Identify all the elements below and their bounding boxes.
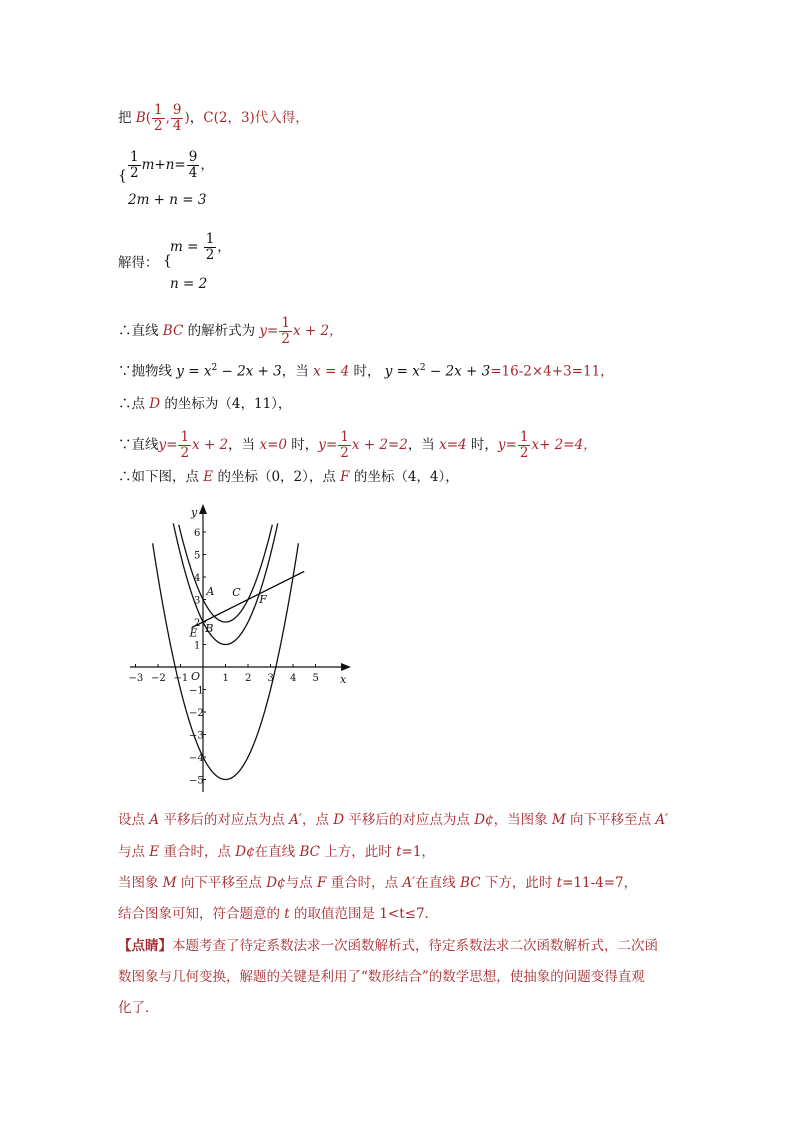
y-tick-label: 5 (194, 550, 201, 562)
comment-tag: 【点睛】 (118, 938, 172, 954)
point-b-label: B (135, 110, 146, 126)
x-tick-label: 4 (290, 673, 297, 684)
paragraph-3: 当图象 M 向下平移至点 D¢与点 F 重合时，点 A′在直线 BC 下方，此时 t=11-4=7， (118, 875, 638, 891)
coords-line: ∴如下图，点 E 的坐标（0，2），点 F 的坐标（4，4）， (118, 469, 459, 485)
x-tick-label: −1 (173, 673, 189, 684)
solve-label: 解得： (118, 255, 159, 271)
tick-labels (129, 528, 319, 787)
y-tick-label: 1 (194, 640, 201, 652)
curves (153, 523, 305, 779)
x-tick-label: 1 (222, 673, 229, 684)
parabola-curve (153, 543, 299, 779)
x-axis-arrow-icon (341, 663, 351, 671)
paragraph-2: 与点 E 重合时，点 D¢在直线 BC 上方，此时 t=1， (118, 844, 435, 860)
y-tick-label: 6 (194, 528, 201, 539)
solve-m-row: m = $\frac{1}{2}$ ， (170, 231, 231, 263)
point-b-label: B (205, 622, 214, 636)
point-a-label: A (206, 585, 215, 598)
y-tick-label: −2 (189, 708, 204, 719)
x-tick-label: 5 (312, 673, 319, 684)
point-e-label: E (189, 626, 198, 640)
comment-line-2: 数图象与几何变换，解题的关键是利用了“数形结合”的数学思想，使抽象的问题变得直观 (118, 969, 645, 985)
x-tick-label: 3 (267, 673, 274, 684)
solve-n-row: n = 2 (170, 276, 208, 292)
x-axis-label: x (340, 673, 347, 686)
line-bc (192, 571, 305, 627)
separator: ， (189, 110, 204, 126)
y-axis-label: y (191, 506, 198, 519)
axes (130, 504, 351, 792)
point-d-line: ∴点 D 的坐标为（4，11）， (118, 396, 292, 412)
parabola-curve (179, 525, 273, 622)
point-f-label: F (259, 592, 267, 606)
brace-icon: { (163, 253, 172, 269)
system1-row1: $\frac{1}{2}$ m+n= $\frac{9}{4}$ ， (130, 149, 214, 181)
function-graph (125, 500, 355, 800)
y-tick-label: −3 (189, 730, 204, 742)
line-values: ∵直线y= $\frac{1}{2}$ x + 2，当 x=0 时，y= $\frac{1}{2}$ x + 2=2，当 x=4 时，y= $\frac{1}{2}$ x+ 2=4， (118, 429, 597, 461)
y-tick-label: 4 (194, 573, 201, 584)
y-tick-label: 2 (194, 618, 201, 629)
y-tick-label: 3 (194, 595, 201, 607)
parabola-line: ∵抛物线 $y = x^2 - 2x + 3$，当 x = 4 时， $y = x^2 - 2x + 3=16-2\times 4+3=11$， (118, 363, 614, 380)
line-bc-expression: ∴直线 BC 的解析式为 y= $\frac{1}{2}$ x + 2， (118, 315, 343, 347)
x-tick-label: 2 (245, 673, 252, 684)
y-tick-label: −4 (189, 753, 204, 764)
x-tick-label: −3 (128, 673, 144, 684)
text-prefix: 把 (118, 110, 132, 126)
y-axis-arrow-icon (199, 504, 207, 514)
comment-line-1: 【点睛】本题考查了待定系数法求一次函数解析式，待定系数法求二次函数解析式，二次函 (118, 938, 658, 954)
substitution-line: 把 B( $\frac{1}{2}$ , $\frac{9}{4}$ )，C(2，3)代入得， (118, 102, 309, 134)
y-tick-label: −5 (189, 775, 204, 787)
y-tick-label: −1 (189, 685, 204, 697)
paragraph-1: 设点 A 平移后的对应点为点 A′，点 D 平移后的对应点为点 D¢，当图象 M 向下平移至点 A′ (118, 812, 669, 828)
fraction-bx: $\frac{1}{2}$ (154, 102, 163, 134)
comment-line-3: 化了． (118, 1000, 159, 1016)
x-tick-label: −2 (151, 673, 166, 684)
point-c-label: C (232, 586, 241, 600)
brace-icon: { (118, 168, 127, 184)
system1-row2: 2m + n = 3 (128, 192, 207, 208)
paragraph-4: 结合图象可知，符合题意的 t 的取值范围是 1<t≤7． (118, 906, 439, 922)
origin-label: O (191, 670, 201, 683)
fraction-by: $\frac{9}{4}$ (172, 102, 182, 134)
point-c-text: C(2，3)代入得， (203, 110, 309, 126)
